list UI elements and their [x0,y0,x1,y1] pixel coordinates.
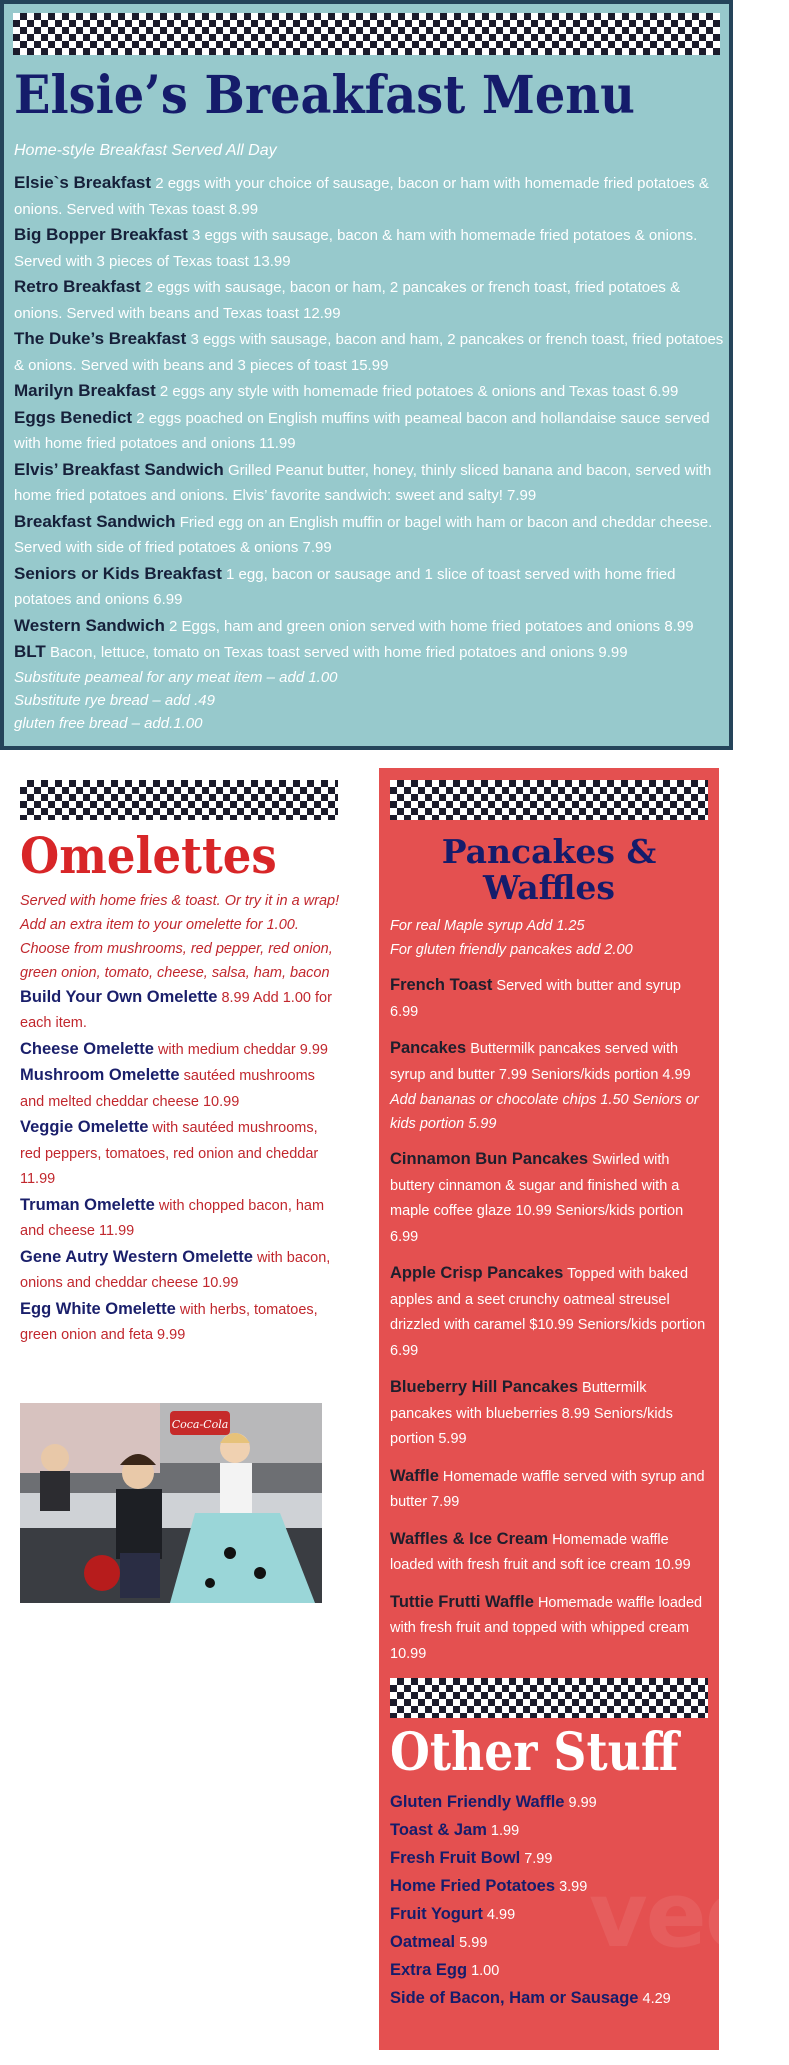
item-name: Fresh Fruit Bowl [390,1848,521,1867]
section-note: For real Maple syrup Add 1.25 [390,918,585,934]
item-description: 2 Eggs, ham and green onion served with home fried potatoes and onions 8.99 [169,617,694,635]
menu-item [14,170,726,222]
page-title: Elsie’s Breakfast Menu [14,65,635,126]
item-name: Waffles & Ice Cream [390,1529,549,1548]
menu-item [20,1037,340,1064]
menu-item [20,1193,340,1245]
item-description: Buttermilk pancakes with blueberries 8.99 Seniors/kids portion 5.99 [390,1380,673,1447]
item-price: 9.99 [568,1794,597,1811]
menu-item [20,1115,340,1193]
menu-item [14,613,726,640]
item-name: Big Bopper Breakfast [14,225,188,244]
menu-item [14,457,726,509]
item-name: Elsie`s Breakfast [14,173,152,192]
menu-item [20,985,340,1037]
menu-item [390,1464,708,1516]
page-subtitle: Home-style Breakfast Served All Day [14,142,277,159]
item-name: Home Fried Potatoes [390,1876,556,1895]
item-price: 1.99 [490,1822,520,1839]
item-name: Pancakes [390,1039,467,1057]
item-description: sautéed mushrooms and melted cheddar cheese 10.99 [20,1068,315,1110]
item-description: 2 eggs poached on English muffins with peameal bacon and hollandaise sauce served with home fried potatoes and onions 11.99 [14,409,710,452]
item-name: Western Sandwich [14,615,165,635]
item-name: Retro Breakfast [14,277,141,296]
item-price: 3.99 [559,1878,588,1895]
checkered-banner [390,780,708,820]
menu-item [390,1527,708,1579]
checkered-banner [20,780,338,820]
item-name: Fruit Yogurt [390,1904,483,1923]
item-description: with medium cheddar 9.99 [157,1041,329,1058]
item-price: 7.99 [524,1850,553,1867]
menu-item [390,1147,708,1250]
item-description: Grilled Peanut butter, honey, thinly sliced banana and bacon, served with home fried potatoes and onions. Elvis’ favorite sandwich: sweet and salty! 7.99 [14,461,712,504]
menu-item [390,973,708,1025]
item-price: 4.29 [642,1990,671,2007]
item-description: with herbs, tomatoes, green onion and feta 9.99 [20,1301,318,1343]
item-description: 1 egg, bacon or sausage and 1 slice of toast served with home fried potatoes and onions 6.99 [14,565,676,608]
menu-item [390,1375,708,1453]
item-description: Homemade waffle loaded with fresh fruit and soft ice cream 10.99 [390,1531,691,1573]
item-name: Waffle [390,1466,439,1485]
item-description: with bacon, onions and cheddar cheese 10.99 [20,1249,331,1291]
menu-item [390,1985,708,2013]
item-description: 2 eggs with sausage, bacon or ham, 2 pancakes or french toast, fried potatoes & onions. Served with beans and Texas toast 12.99 [14,279,681,322]
item-name: Truman Omelette [20,1195,155,1214]
section-title-line: Pancakes & [441,832,657,871]
item-name: Cheese Omelette [20,1039,154,1058]
menu-item [20,1245,340,1297]
item-description: Fried egg on an English muffin or bagel with ham or bacon and cheddar cheese. Served with side of fried potatoes & onions 7.99 [14,513,713,556]
menu-note: Substitute rye bread – add .49 [14,691,215,709]
breakfast-section [0,0,733,750]
item-name: Extra Egg [390,1960,468,1979]
item-description: 2 eggs with your choice of sausage, bacon or ham with homemade fried potatoes & onions. Served with Texas toast 8.99 [14,175,709,218]
checkered-banner [13,13,720,55]
menu-item [14,378,726,405]
item-name: Egg White Omelette [20,1299,176,1318]
item-name: Apple Crisp Pancakes [390,1264,564,1282]
item-name: BLT [14,642,46,661]
item-description: 3 eggs with sausage, bacon and ham, 2 pancakes or french toast, fried potatoes & onions. Served with beans and 3 pieces of toast 15.99 [14,331,724,374]
item-description: Served with butter and syrup 6.99 [390,978,681,1020]
section-note: For gluten friendly pancakes add 2.00 [390,942,633,958]
item-name: Marilyn Breakfast [14,381,156,400]
menu-note: Substitute peameal for any meat item – add 1.00 [14,668,338,686]
menu-item [390,1261,708,1364]
checkered-banner [390,1678,708,1718]
item-description: Buttermilk pancakes served with syrup and butter 7.99 Seniors/kids portion 4.99 [390,1041,691,1083]
menu-item [14,509,726,561]
item-description: Homemade waffle served with syrup and butter 7.99 [390,1468,705,1510]
item-name: Side of Bacon, Ham or Sausage [390,1988,639,2007]
item-name: The Duke’s Breakfast [14,329,187,348]
menu-item [14,561,726,613]
item-name: Breakfast Sandwich [14,511,176,531]
item-name: Seniors or Kids Breakfast [14,563,222,583]
menu-item [14,274,726,326]
menu-item [20,1063,340,1115]
item-description: 3 eggs with sausage, bacon & ham with homemade fried potatoes & onions. Served with 3 pieces of Texas toast 13.99 [14,227,698,270]
item-description: with chopped bacon, ham and cheese 11.99 [20,1197,325,1239]
menu-item [390,1036,708,1088]
pancakes-waffles-section [379,768,768,2050]
item-name: Veggie Omelette [20,1118,149,1136]
menu-item [14,326,726,378]
item-name: Gene Autry Western Omelette [20,1247,253,1266]
item-name: Cinnamon Bun Pancakes [390,1150,589,1168]
item-name: Toast & Jam [390,1820,487,1839]
item-note: Add bananas or chocolate chips 1.50 Seniors or kids portion 5.99 [390,1092,699,1132]
item-description: with sautéed mushrooms, red peppers, tomatoes, red onion and cheddar 11.99 [20,1120,319,1187]
section-title [390,834,708,906]
menu-note: gluten free bread – add.1.00 [14,714,203,732]
menu-item [390,1817,708,1845]
item-price: 5.99 [459,1934,488,1951]
item-description: 8.99 Add 1.00 for each item. [20,989,332,1031]
menu-item [14,639,726,666]
item-description: Swirled with buttery cinnamon & sugar and finished with a maple coffee glaze 10.99 Seniors/kids portion 6.99 [390,1152,684,1245]
section-title: Omelettes [20,826,277,885]
section-title-line: Waffles [483,868,615,907]
menu-item [390,1789,708,1817]
watermark: ved [589,1863,768,1968]
item-name: Tuttie Frutti Waffle [390,1592,534,1611]
item-name: Build Your Own Omelette [20,987,218,1006]
item-name: Gluten Friendly Waffle [390,1792,565,1811]
item-description: Bacon, lettuce, tomato on Texas toast served with home fried potatoes and onions 9.99 [49,644,628,661]
item-name: Mushroom Omelette [20,1066,180,1084]
omelettes-section [20,780,340,1349]
section-intro: Served with home fries & toast. Or try it in a wrap! Add an extra item to your omelette for 1.00. Choose from mushrooms, red pepper, red onion, green onion, tomato, cheese, salsa, ham, bacon [20,892,340,981]
item-description: Topped with baked apples and a seet crunchy oatmeal streusel drizzled with caramel $10.99 Seniors/kids portion 6.99 [390,1266,706,1359]
menu-item [20,1297,340,1349]
item-name: Elvis’ Breakfast Sandwich [14,459,224,479]
item-description: 2 eggs any style with homemade fried potatoes & onions and Texas toast 6.99 [159,383,679,400]
breakfast-list [14,170,726,735]
item-name: Oatmeal [390,1932,456,1951]
item-name: French Toast [390,976,493,994]
diner-photo [20,1403,322,1603]
item-price: 1.00 [471,1962,500,1979]
section-title: Other Stuff [390,1722,679,1783]
menu-item [390,1590,708,1668]
item-price: 4.99 [486,1906,516,1923]
menu-item [14,222,726,274]
coca-cola-sign: Coca-Cola [171,1418,229,1431]
menu-item [14,405,726,457]
item-name: Blueberry Hill Pancakes [390,1378,579,1396]
item-description: Homemade waffle loaded with fresh fruit and topped with whipped cream 10.99 [390,1594,703,1662]
item-name: Eggs Benedict [14,407,133,427]
